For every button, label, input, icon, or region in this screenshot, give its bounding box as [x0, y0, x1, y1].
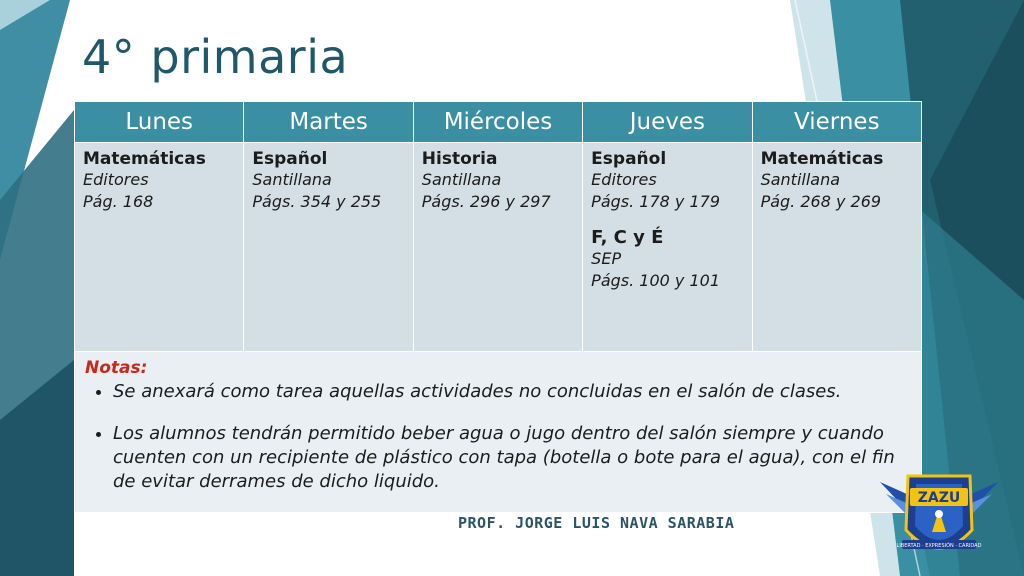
notes-title: Notas: — [85, 358, 148, 378]
note-item: • Se anexará como tarea aquellas actividades no concluidas en el salón de clases. — [113, 380, 911, 404]
school-logo-icon — [880, 468, 998, 568]
publisher: Santillana — [760, 170, 841, 189]
schedule-header-row — [75, 102, 922, 143]
pages: Pág. 268 y 269 — [760, 192, 882, 211]
cell-miercoles — [413, 143, 582, 352]
schedule-row — [75, 143, 922, 352]
cell-viernes — [752, 143, 921, 352]
subject: Matemáticas — [760, 149, 884, 169]
subject: Matemáticas — [83, 149, 206, 169]
logo-text: ZAZU — [917, 490, 961, 506]
pages: Págs. 178 y 179 — [591, 192, 721, 211]
note-item: • Los alumnos tendrán permitido beber agua o jugo dentro del salón siempre y cuando cuenten con un recipiente de plástico con tapa (botella o bote para el agua), con el fin de evitar derrames de dicho liquido. — [113, 422, 911, 494]
extra-publisher: SEP — [591, 249, 622, 268]
publisher: Editores — [83, 170, 149, 189]
publisher: Santillana — [252, 170, 332, 189]
notes-cell — [75, 352, 922, 513]
cell-jueves — [583, 143, 752, 352]
header-viernes: Viernes — [752, 102, 921, 143]
header-martes: Martes — [244, 102, 413, 143]
author-name: PROF. JORGE LUIS NAVA SARABIA — [458, 514, 735, 532]
subject: Español — [252, 149, 328, 169]
subject: Español — [591, 149, 667, 169]
pages: Págs. 354 y 255 — [252, 192, 382, 211]
header-miercoles: Miércoles — [413, 102, 582, 143]
slide-title: 4° primaria — [82, 30, 349, 84]
extra-subject: F, C y É — [591, 227, 664, 248]
cell-lunes — [75, 143, 244, 352]
header-lunes: Lunes — [75, 102, 244, 143]
notes-row — [75, 352, 922, 513]
schedule-table — [74, 101, 922, 513]
logo-motto: LIBERTAD · EXPRESIÓN · CARIDAD — [896, 543, 982, 549]
publisher: Editores — [591, 170, 657, 189]
cell-martes — [244, 143, 413, 352]
header-jueves: Jueves — [583, 102, 752, 143]
pages: Pág. 168 — [83, 192, 154, 211]
extra-pages: Págs. 100 y 101 — [591, 271, 721, 290]
pages: Págs. 296 y 297 — [421, 192, 551, 211]
publisher: Santillana — [421, 170, 502, 189]
subject: Historia — [421, 149, 498, 169]
notes-list — [85, 380, 911, 494]
